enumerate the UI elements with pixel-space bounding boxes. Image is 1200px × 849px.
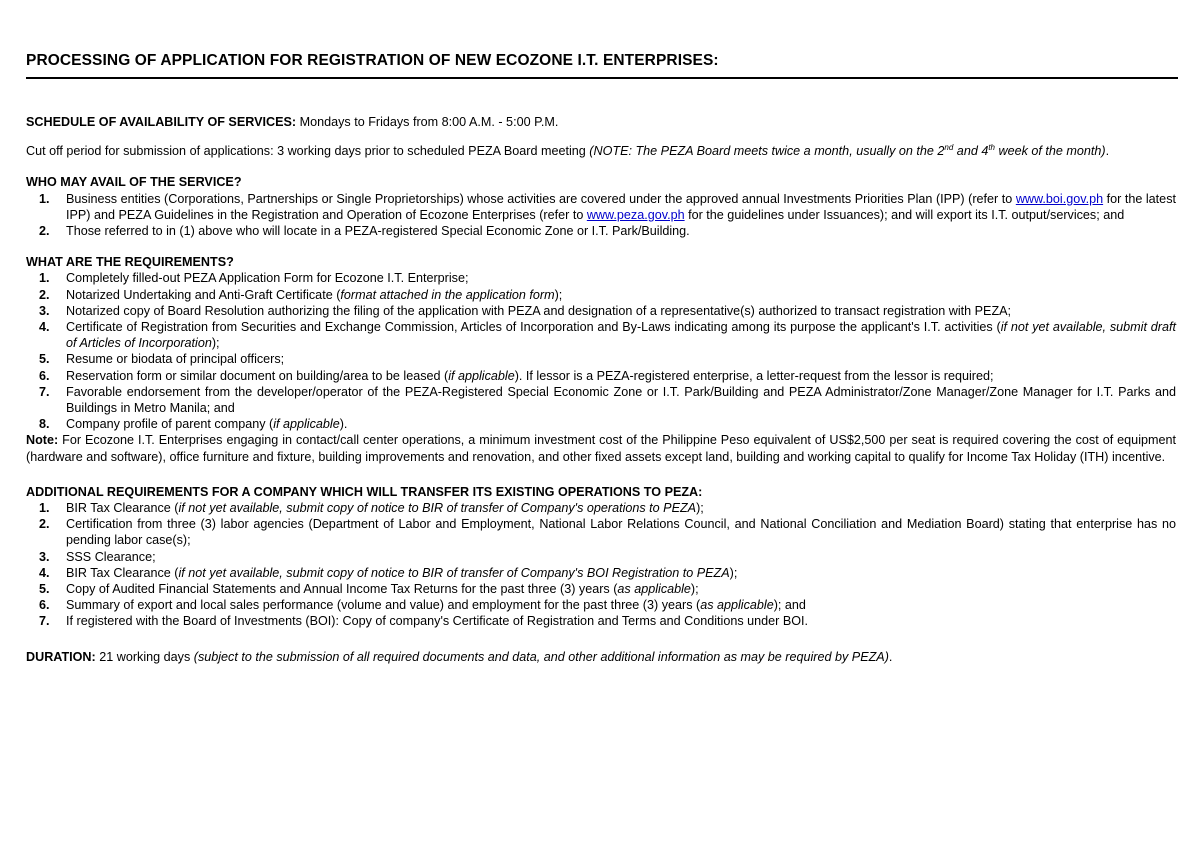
req7-text: Favorable endorsement from the developer/operator of the PEZA-Registered Special Economic Zone or I.T. Park/Building and PEZA Administrator/Zone Manager/Zone Manager for I.T. Parks and Buildings in Metro Manila; and [66,384,1176,416]
item-number: 6. [39,368,50,383]
list-item [26,416,1176,432]
req2-text-a: Notarized Undertaking and Anti-Graft Certificate ( [66,287,341,302]
who-item1-text-b: for the latest IPP) and PEZA Guidelines in the Registration and Operation of Ecozone Enterprises (refer to [66,191,1176,222]
cutoff-note-a: (NOTE: The PEZA Board meets twice a month, usually on the 2 [589,144,945,159]
add5-text-a: Copy of Audited Financial Statements and Annual Income Tax Returns for the past three (3) years ( [66,582,618,597]
list-item [26,597,1176,613]
document-body [26,114,1176,665]
add4-text-b: ); [729,565,738,580]
requirements-heading: WHAT ARE THE REQUIREMENTS? [26,255,234,270]
schedule-text: Mondays to Fridays from 8:00 A.M. - 5:00 P.M. [296,115,559,129]
req6-text-a: Reservation form or similar document on building/area to be leased ( [66,368,449,383]
title-underline [26,77,1178,79]
duration-line [26,649,1176,665]
schedule-line [26,114,1176,130]
item-number: 6. [39,598,50,613]
list-item [26,384,1176,416]
list-item [26,581,1176,597]
list-item [26,351,1176,367]
list-item [26,191,1176,223]
cutoff-note-c: week of the month) [995,144,1106,159]
cutoff-sup-th: th [988,143,995,153]
req6-italic: if applicable [448,368,515,383]
add5-text-b: ); [690,582,699,597]
add1-text-a: BIR Tax Clearance ( [66,501,179,516]
cutoff-end: . [1105,144,1110,159]
cutoff-note [589,144,1105,158]
who-list [26,191,1176,240]
list-item [26,565,1176,581]
item-number: 5. [39,582,50,597]
duration-label: DURATION: [26,649,96,664]
add4-italic: if not yet available, submit copy of notice to BIR of transfer of Company's BOI Registration to PEZA [178,565,730,580]
req4-text-b: ); [211,336,220,351]
req4-text-a: Certificate of Registration from Securities and Exchange Commission, Articles of Incorporation and By-Laws indicating among its purpose the applicant's I.T. activities ( [66,320,1001,335]
page-title: PROCESSING OF APPLICATION FOR REGISTRATION OF NEW ECOZONE I.T. ENTERPRISES: [26,52,719,69]
item-number: 1. [39,271,50,286]
req8-text-b: ). [339,417,348,432]
item-number: 4. [39,565,50,580]
item-number: 1. [39,501,50,516]
item-number: 5. [39,352,50,367]
add6-text-b: ); and [773,598,806,613]
add4-text-a: BIR Tax Clearance ( [66,565,179,580]
cutoff-paragraph [26,143,1176,159]
req3-text: Notarized copy of Board Resolution authorizing the filing of the application with PEZA and designation of a representative(s) authorized to transact registration with PEZA; [66,303,1012,318]
add6-italic: as applicable [700,598,774,613]
who-item1-text-c: for the guidelines under Issuances); and will export its I.T. output/services; and [684,207,1125,222]
req6-text-b: ). If lessor is a PEZA-registered enterprise, a letter-request from the lessor is required; [514,368,994,383]
who-item2-text: Those referred to in (1) above who will locate in a PEZA-registered Special Economic Zone or I.T. Park/Building. [66,224,690,239]
call-center-note [26,432,1176,464]
req2-text-b: ); [554,287,563,302]
who-heading: WHO MAY AVAIL OF THE SERVICE? [26,175,242,190]
list-item [26,303,1176,319]
req8-italic: if applicable [273,417,340,432]
requirements-list [26,270,1176,432]
item-number: 1. [39,191,50,206]
duration-end: . [888,649,893,664]
cutoff-note-b: and 4 [953,144,989,159]
list-item [26,287,1176,303]
add5-italic: as applicable [617,582,691,597]
boi-link[interactable]: www.boi.gov.ph [1015,191,1104,206]
req2-italic: format attached in the application form [340,287,555,302]
who-item1-text-a: Business entities (Corporations, Partnerships or Single Proprietorships) whose activities are covered under the approved annual Investments Priorities Plan (IPP) (refer to [66,191,1016,206]
req1-text: Completely filled-out PEZA Application Form for Ecozone I.T. Enterprise; [66,271,469,286]
req8-text-a: Company profile of parent company ( [66,417,274,432]
item-number: 2. [39,224,50,239]
list-item [26,516,1176,548]
duration-note: (subject to the submission of all required documents and data, and other additional information as may be required by PEZA) [193,649,889,664]
additional-list [26,500,1176,630]
list-item [26,613,1176,629]
item-number: 2. [39,517,50,532]
note-text: For Ecozone I.T. Enterprises engaging in contact/call center operations, a minimum investment cost of the Philippine Peso equivalent of US$2,500 per seat is required covering the cost of equipment (hardware and software), office furniture and fixture, building improvements and renovation, and other fixed assets except land, building and working capital to qualify for Income Tax Holiday (ITH) incentive. [26,433,1176,464]
add7-text: If registered with the Board of Investments (BOI): Copy of company's Certificate of Registration and Terms and Conditions under BOI. [66,614,809,629]
list-item [26,270,1176,286]
schedule-label: SCHEDULE OF AVAILABILITY OF SERVICES: [26,115,297,129]
list-item [26,223,1176,239]
item-number: 4. [39,320,50,335]
add6-text-a: Summary of export and local sales performance (volume and value) and employment for the past three (3) years ( [66,598,701,613]
list-item [26,549,1176,565]
note-label: Note: [26,433,59,448]
peza-link[interactable]: www.peza.gov.ph [586,207,685,222]
item-number: 3. [39,549,50,564]
add1-text-b: ); [696,501,704,516]
list-item [26,319,1176,351]
item-number: 8. [39,417,50,432]
item-number: 7. [39,614,50,629]
duration-text: 21 working days [95,649,194,664]
item-number: 3. [39,303,50,318]
item-number: 2. [39,287,50,302]
add1-italic: if not yet available, submit copy of notice to BIR of transfer of Company's operations to PEZA [178,501,697,516]
additional-heading: ADDITIONAL REQUIREMENTS FOR A COMPANY WHICH WILL TRANSFER ITS EXISTING OPERATIONS TO PEZA: [26,484,703,499]
item-number: 7. [39,384,50,399]
list-item [26,368,1176,384]
req5-text: Resume or biodata of principal officers; [66,352,285,367]
list-item [26,500,1176,516]
cutoff-sup-nd: nd [944,143,954,153]
add3-text: SSS Clearance; [66,549,156,564]
req4-italic: if not yet available, submit draft of Articles of Incorporation [66,320,1176,351]
cutoff-text: Cut off period for submission of applications: 3 working days prior to scheduled PEZA Board meeting [26,144,590,159]
add2-text: Certification from three (3) labor agencies (Department of Labor and Employment, National Labor Relations Council, and National Conciliation and Mediation Board) stating that enterprise has no pending labor case(s); [66,517,1176,548]
